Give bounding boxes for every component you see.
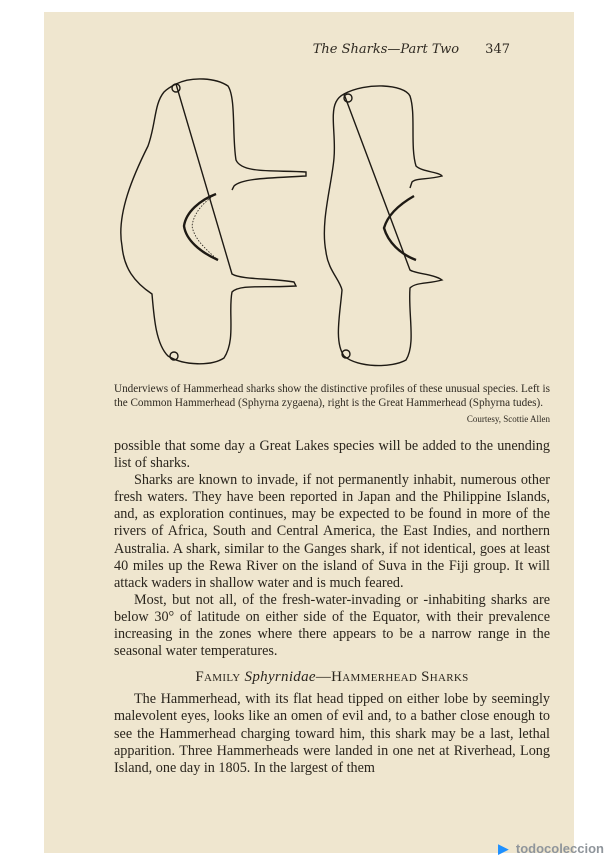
hammerhead-illustration	[104, 74, 444, 374]
section-heading	[114, 669, 550, 686]
watermark	[498, 841, 604, 857]
body-text	[114, 438, 550, 777]
figure-caption	[114, 382, 550, 426]
t-logo-icon: ▶	[498, 841, 509, 856]
common-hammerhead-outline	[121, 79, 306, 364]
book-page	[44, 12, 574, 853]
page-number: 347	[485, 42, 510, 57]
paragraph: Most, but not all, of the fresh-water-invading or -inhabiting sharks are below 30° of latitude on either side of the Equator, with their prevalence increasing in the zones where there appears to be a narrow range in the seasonal water temperatures.	[114, 591, 550, 660]
paragraph: Sharks are known to invade, if not permanently inhabit, numerous other fresh waters. They have been reported in Japan and the Philippine Islands, and, as exploration continues, may be expected to be found in more of the rivers of Africa, South and Central America, the East Indies, and northern Australia. A shark, similar to the Ganges shark, if not identical, goes at least 40 miles up the Rewa River on the island of Suva in the Fiji group. It will attack waders in shallow water and is much feared.	[114, 472, 550, 591]
watermark-text: todocoleccion	[515, 841, 604, 856]
section-family-name: Sphyrnidae	[244, 669, 316, 686]
running-header	[313, 42, 510, 57]
great-hammerhead-outline	[324, 86, 442, 366]
running-title: The Sharks—Part Two	[312, 42, 460, 57]
section-suffix: —Hammerhead Sharks	[315, 669, 469, 686]
paragraph: The Hammerhead, with its flat head tipped on either lobe by seemingly malevolent eyes, looks like an omen of evil and, to a bather close enough to see the Hammerhead charging toward him, this shark may be a last, lethal apparition. Three Hammerheads were landed in one net at Riverhead, Long Island, one day in 1805. In the largest of them	[114, 691, 550, 776]
caption-text: Underviews of Hammerhead sharks show the distinctive profiles of these unusual species. Left is the Common Hammerhead (Sphyrna zygaena), right is the Great Hammerhead (Sphyrna tudes).	[114, 383, 550, 409]
great-hammerhead-mouth	[384, 196, 416, 260]
section-prefix: Family	[195, 669, 241, 686]
common-hammerhead-mouth	[184, 194, 218, 260]
photo-credit: Courtesy, Scottie Allen	[466, 414, 550, 424]
paragraph: possible that some day a Great Lakes species will be added to the unending list of sharks.	[114, 438, 550, 472]
